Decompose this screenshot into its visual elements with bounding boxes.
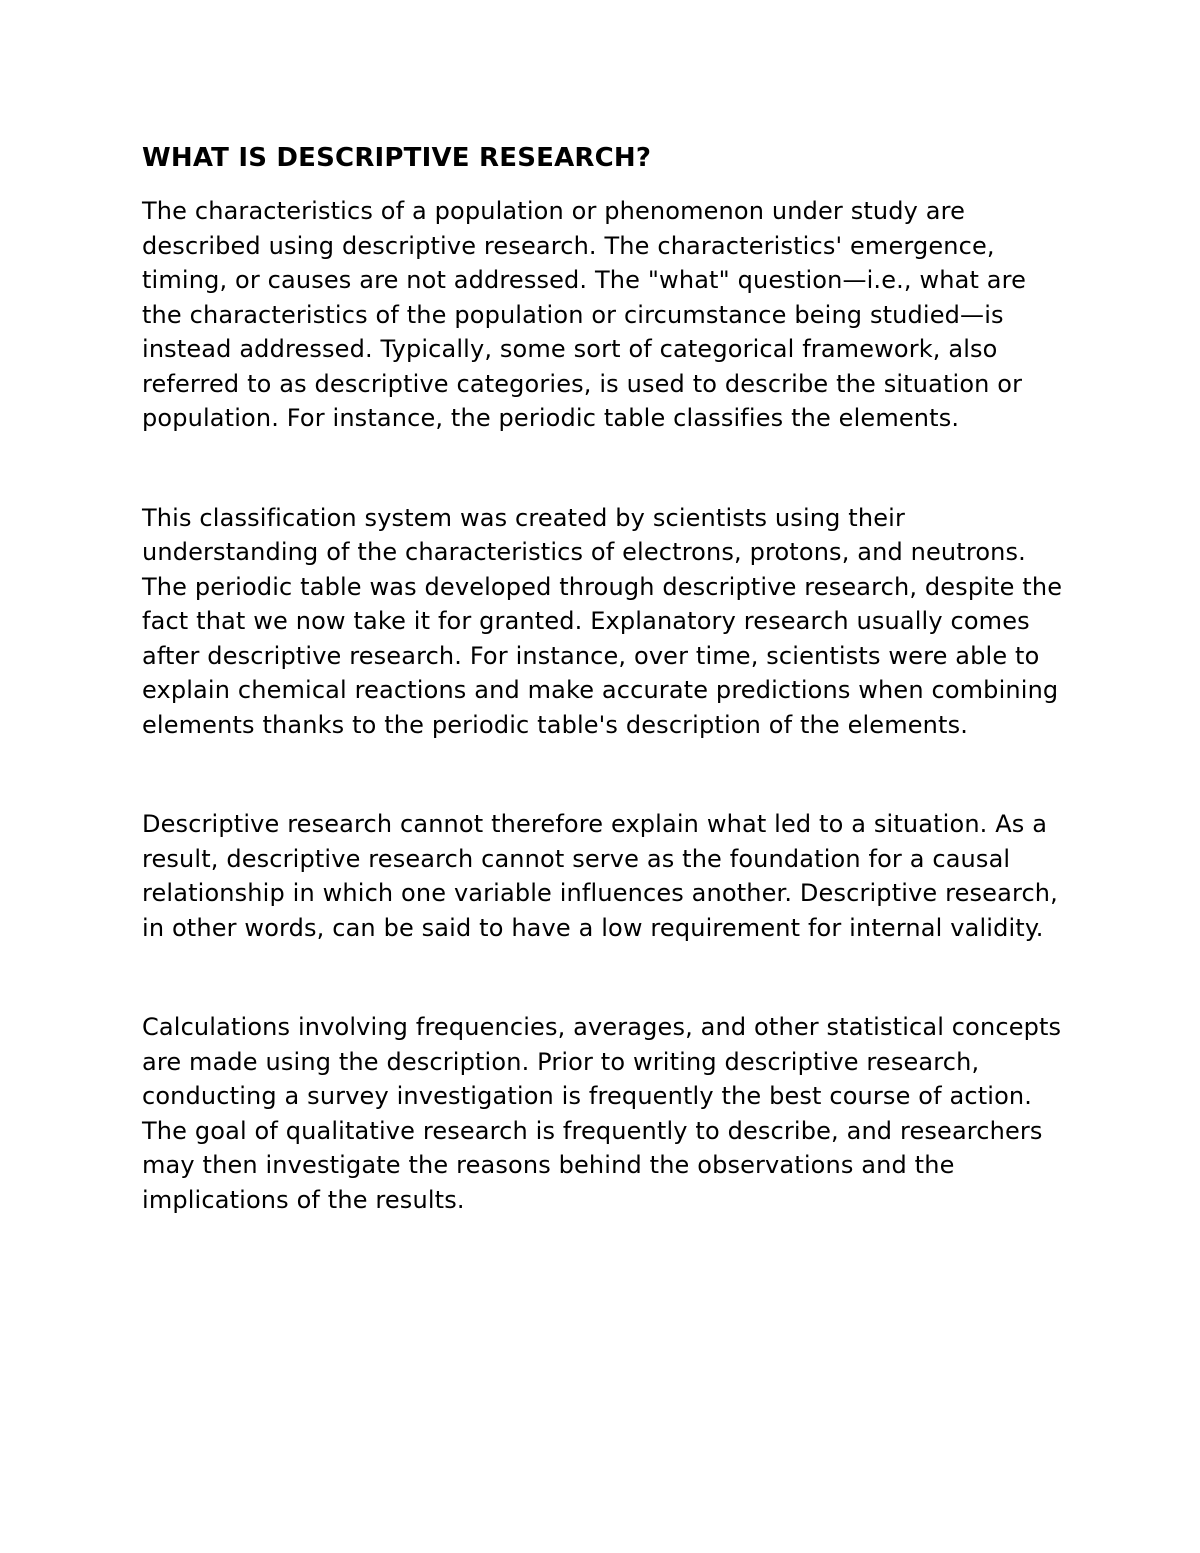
paragraph-1: The characteristics of a population or phenomenon under study are described using descriptive research. The characteristics' emergence, timing, or causes are not addressed. The "what" question—i.e., what are the characteristics of the population or circumstance being studied—is instead addressed. Typically, some sort of categorical framework, also referred to as descriptive categories, is used to describe the situation or population. For instance, the periodic table classifies the elements.: [142, 197, 1027, 432]
paragraph-gap: [142, 945, 1072, 1010]
document-body: [142, 140, 1072, 1217]
paragraph-4: Calculations involving frequencies, averages, and other statistical concepts are made using the description. Prior to writing descriptive research, conducting a survey investigation is frequently the best course of action. The goal of qualitative research is frequently to describe, and researchers may then investigate the reasons behind the observations and the implications of the results.: [142, 1013, 1062, 1214]
paragraph-3: Descriptive research cannot therefore explain what led to a situation. As a result, descriptive research cannot serve as the foundation for a causal relationship in which one variable influences another. Descriptive research, in other words, can be said to have a low requirement for internal validity.: [142, 810, 1058, 942]
document-title: WHAT IS DESCRIPTIVE RESEARCH?: [142, 143, 652, 173]
paragraph-gap: [142, 436, 1072, 501]
paragraph-gap: [142, 742, 1072, 807]
paragraph-2: This classification system was created by scientists using their understanding of the characteristics of electrons, protons, and neutrons. The periodic table was developed through descriptive research, despite the fact that we now take it for granted. Explanatory research usually comes after descriptive research. For instance, over time, scientists were able to explain chemical reactions and make accurate predictions when combining elements thanks to the periodic table's description of the elements.: [142, 503, 1063, 739]
